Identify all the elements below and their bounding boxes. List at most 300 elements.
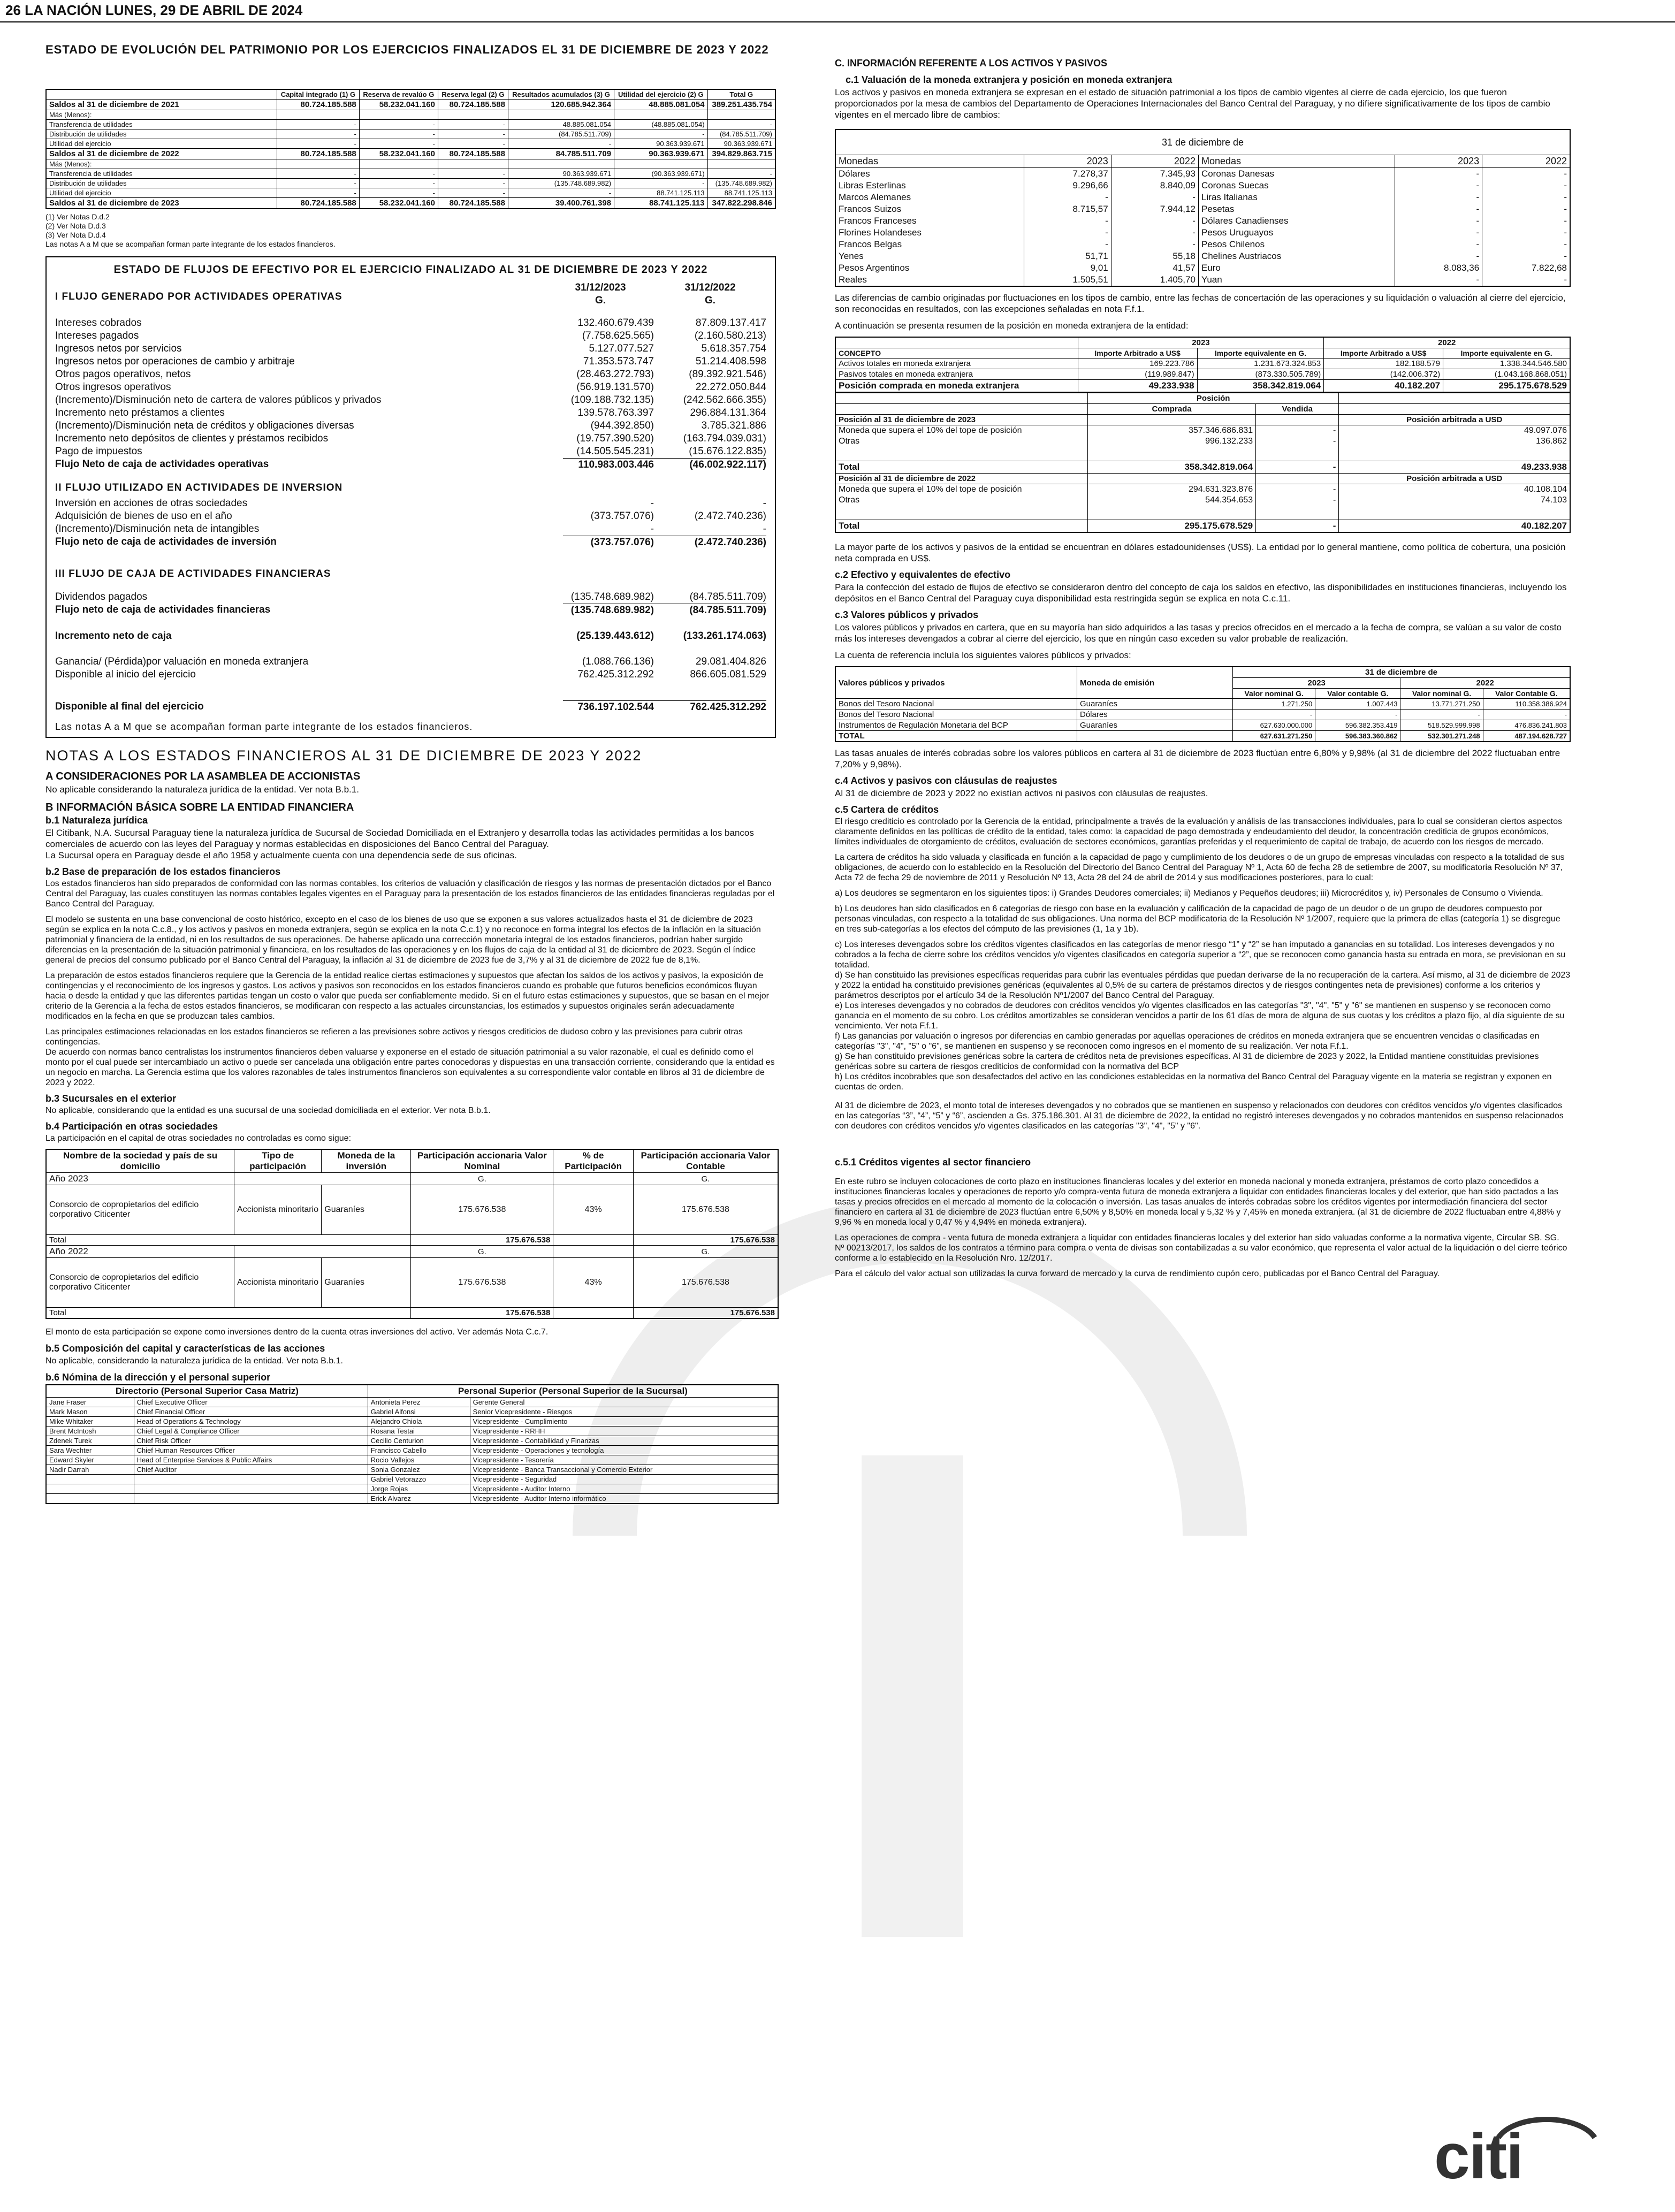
sec-year-2023: 2023 (1233, 678, 1400, 689)
part-gap2 (553, 1246, 634, 1258)
equity-cell: - (359, 188, 438, 198)
sec-cell: - (1233, 710, 1315, 720)
part-cur: G. (411, 1246, 553, 1258)
equity-cell: - (614, 179, 707, 188)
staff-cell (134, 1494, 368, 1504)
pos2-cell: 49.097.076 (1339, 425, 1570, 437)
equity-cell: (84.785.511.709) (707, 129, 775, 139)
end-row (55, 700, 766, 714)
participation-table (45, 1149, 779, 1319)
pos2-spacer (835, 506, 1570, 520)
note-c5-b: b) Los deudores han sido clasificados en 6 categorías de riesgo con base en la evaluación y calificación de la capacidad de pago de un deudor o de un grupo de deudores compuesto por personas vinculadas, con respecto a la totalidad de sus obligaciones. Una norma del BCP modificatoria de la Resolución Nº 1/2007, requiere que la primera de ellas (categoría 1) se disgregue en tres sub-categorías a los efectos del cómputo de las previsiones (1, 1a y 1b). (835, 904, 1560, 934)
flow-value-2023: (25.139.443.612) (576, 630, 654, 642)
note-b1-text: El Citibank, N.A. Sucursal Paraguay tiene la naturaleza jurídica de Sucursal de Sociedad Domiciliada en el Extranjero y desarrolla todas las actividades permitidas a los bancos comerciales de acuerdo con las leyes del Paraguay y normas establecidas en disposiciones del Banco Central del Paraguay. (45, 828, 754, 849)
equity-cell: - (438, 179, 508, 188)
cashflow-statement (45, 256, 776, 738)
pos2-space (1339, 506, 1570, 520)
pos2-space (835, 447, 1088, 461)
part-cell: 43% (553, 1185, 634, 1235)
note-b2-p4: Las principales estimaciones relacionadas en los estados financieros se refieren a las previsiones sobre activos y riesgos crediticios de dudoso cobro y las previsiones para cubrir otras contingencias. (45, 1027, 743, 1047)
col-2022: 31/12/2022 (684, 282, 736, 293)
part-cell: 175.676.538 (411, 1258, 553, 1308)
fx-cell: Marcos Alemanes (835, 192, 1024, 203)
sec-sub: Valor Contable G. (1483, 689, 1570, 699)
fx-cell: Francos Suizos (835, 203, 1024, 215)
fx-row (55, 668, 766, 681)
pos-cell: (873.330.505.789) (1197, 369, 1324, 380)
flow-value-2023: 71.353.573.747 (583, 356, 654, 367)
pos2-heading: Posición (1088, 393, 1339, 404)
fx-cell: Pesetas (1198, 203, 1395, 215)
ops-row (55, 407, 766, 419)
part-cell: 175.676.538 (633, 1185, 778, 1235)
equity-cell: - (614, 129, 707, 139)
staff-row (46, 1417, 778, 1427)
flow-value-2023: - (650, 498, 654, 509)
pos-gap (835, 337, 1078, 348)
pos2-row (835, 436, 1570, 447)
flow-label: Pago de impuestos (55, 446, 142, 457)
equity-cell: - (359, 139, 438, 149)
net-cash-row (55, 630, 766, 643)
fx-cell: - (1395, 203, 1482, 215)
cur-1: G. (595, 295, 606, 306)
note-b3-heading: b.3 Sucursales en el exterior (45, 1093, 177, 1104)
pos2-cell: 544.354.653 (1088, 495, 1256, 506)
sec-cell: 596.382.353.419 (1315, 720, 1400, 731)
flow-value-2023: 5.127.077.527 (589, 343, 654, 354)
equity-cell (707, 110, 775, 120)
sec-col-1: Valores públicos y privados (835, 667, 1077, 699)
staff-row (46, 1407, 778, 1417)
fx-cell: - (1395, 192, 1482, 203)
fx-col-header: 2023 (1024, 155, 1111, 168)
fx-cell: 7.944,12 (1111, 203, 1198, 215)
fx-cell: - (1482, 239, 1570, 250)
sec-cell: 487.194.628.727 (1483, 731, 1570, 742)
pos2-block-title: Posición al 31 de diciembre de 2023 (835, 415, 1088, 425)
equity-cell: - (277, 120, 360, 129)
cur-2: G. (704, 295, 716, 306)
equity-row (46, 110, 775, 120)
fx-row (835, 250, 1570, 262)
fx-cell: - (1395, 180, 1482, 192)
staff-cell: Chief Financial Officer (134, 1407, 368, 1417)
note-b4-text: La participación en el capital de otras sociedades no controladas es como sigue: (45, 1134, 352, 1143)
sec-row (835, 699, 1570, 710)
flow-label: Otros ingresos operativos (55, 382, 171, 393)
staff-cell: Vicepresidente - Tesorería (470, 1455, 778, 1465)
staff-row (46, 1427, 778, 1436)
part-col-header: Tipo de participación (234, 1149, 322, 1173)
note-c5-c: c) Los intereses devengados sobre los créditos vigentes clasificados en las categorías de menor riesgo “1” y “2” se han imputado a ganancias en su totalidad. Los intereses devengados y no cobrados a la fecha de cierre sobre los créditos vencidos y/o vigentes clasificados en categoría superior a “2”, que se reconocen como ganancia hasta su entrada en mora, se previsionan en su totalidad. (835, 940, 1566, 970)
sec-caption-row (835, 667, 1570, 678)
part-cur: G. (411, 1173, 553, 1185)
staff-cell: Senior Vicepresidente - Riesgos (470, 1407, 778, 1417)
equity-cell: Más (Menos): (46, 110, 277, 120)
pos-cell: 169.223.786 (1078, 359, 1197, 369)
flow-label: Disponible al final del ejercicio (55, 701, 204, 712)
fx-cell: 55,18 (1111, 250, 1198, 262)
pos-cell: 182.188.579 (1324, 359, 1443, 369)
part-total-nominal: 175.676.538 (411, 1235, 553, 1246)
inv-heading: II FLUJO UTILIZADO EN ACTIVIDADES DE INVERSION (55, 482, 343, 493)
notes-title: NOTAS A LOS ESTADOS FINANCIEROS AL 31 DE DICIEMBRE DE 2023 Y 2022 (45, 747, 642, 764)
pos2-total-cell: - (1256, 520, 1339, 533)
flow-value-2022: (163.794.039.031) (683, 433, 766, 444)
pos-cell: Activos totales en moneda extranjera (835, 359, 1078, 369)
equity-cell (277, 110, 360, 120)
part-year-row (46, 1246, 778, 1258)
pos2-cell: Moneda que supera el 10% del tope de posición (835, 484, 1088, 495)
equity-cell: 58.232.041.160 (359, 198, 438, 209)
equity-cell: - (707, 120, 775, 129)
equity-table (45, 89, 776, 209)
pos2-space (1339, 447, 1570, 461)
note-c5-p2: La cartera de créditos ha sido valuada y clasificada en función a la capacidad de pago y cumplimiento de los deudores o de un grupo de empresas vinculadas con respecto a la totalidad de sus obligaciones, de acuerdo con lo establecido en la Resolución del Directorio del Banco Central del Paraguay Nº 1, Acta 60 de fecha 28 de setiembre de 2007, su modificatoria Resolución Nº 37, Acta 72 de fecha 29 de noviembre de 2011 y Resolución Nº 13, Acta 28 del 24 de abril de 2014 y sus modificaciones posteriores, para lo cual: (835, 853, 1565, 882)
fx-cell: - (1395, 250, 1482, 262)
staff-row (46, 1465, 778, 1475)
flow-value-2023: (135.748.689.982) (563, 604, 654, 617)
pos2-header-row (835, 393, 1570, 404)
sec-cell: - (1483, 710, 1570, 720)
right-column (835, 58, 1571, 1284)
staff-cell: Chief Legal & Compliance Officer (134, 1427, 368, 1436)
securities-after: Las tasas anuales de interés cobradas sobre los valores públicos en cartera al 31 de diciembre de 2023 fluctúan entre 6,80% y 9,98% (al 31 de diciembre del 2022 fluctuaban entre 7,20% y 9,98%). (835, 748, 1560, 769)
flow-value-2022: 762.425.312.292 (654, 700, 766, 714)
part-total-row (46, 1308, 778, 1319)
pos2-spacer (835, 447, 1570, 461)
pos-cell: 1.231.673.324.853 (1197, 359, 1324, 369)
part-cell: Consorcio de copropietarios del edificio corporativo Citicenter (46, 1185, 234, 1235)
fin-total-row (55, 604, 766, 617)
staff-cell: Vicepresidente - Auditor Interno informático (470, 1494, 778, 1504)
flow-value-2022: (84.785.511.709) (689, 591, 766, 602)
note-c3-text2: La cuenta de referencia incluía los siguientes valores públicos y privados: (835, 650, 1131, 660)
equity-cell: - (359, 120, 438, 129)
fx-cell: 8.083,36 (1395, 262, 1482, 274)
inv-total-row (55, 536, 766, 549)
staff-cell: Sonia Gonzalez (368, 1465, 470, 1475)
staff-cell: Mike Whitaker (46, 1417, 134, 1427)
staff-row (46, 1436, 778, 1446)
flow-value-2022: (2.160.580.213) (694, 330, 766, 341)
equity-title: ESTADO DE EVOLUCIÓN DEL PATRIMONIO POR LOS EJERCICIOS FINALIZADOS EL 31 DE DICIEMBRE DE 2023 Y 2022 (45, 43, 769, 56)
ops-row (55, 317, 766, 330)
fx-cell: - (1024, 239, 1111, 250)
sec-cell: TOTAL (835, 731, 1077, 742)
pos2-cell: - (1256, 484, 1339, 495)
note-c51-p3: Para el cálculo del valor actual son utilizadas la curva forward de mercado y la curva de rendimiento cupón cero, publicadas por el Banco Central del Paraguay. (835, 1269, 1440, 1278)
part-cur2: G. (633, 1173, 778, 1185)
pos2-total-cell: 49.233.938 (1339, 461, 1570, 474)
equity-cell: - (438, 139, 508, 149)
sec-cell: 476.836.241.803 (1483, 720, 1570, 731)
pos2-row (835, 484, 1570, 495)
flow-label: Otros pagos operativos, netos (55, 369, 191, 380)
fx-col-header: 2022 (1482, 155, 1570, 168)
note-c5-f: f) Las ganancias por valuación o ingresos por diferencias en cambio generadas por aquellas operaciones de créditos en moneda extranjera que se encuentren vencidas o clasificadas en categorías "3", "4", "5" o "6", se mantienen en suspenso y se reconocen como ingresos en el momento de su realización. Ver nota F.f.1. (835, 1032, 1540, 1051)
staff-cell (46, 1484, 134, 1494)
staff-cell: Nadir Darrah (46, 1465, 134, 1475)
fx-row (835, 215, 1570, 227)
fx-cell: Dólares (835, 168, 1024, 180)
fx-row (55, 655, 766, 668)
staff-cell: Alejandro Chiola (368, 1417, 470, 1427)
equity-row (46, 129, 775, 139)
equity-cell: - (277, 129, 360, 139)
part-year: Año 2023 (46, 1173, 234, 1185)
equity-cell (438, 110, 508, 120)
flow-label: Ganancia/ (Pérdida)por valuación en moneda extranjera (55, 656, 309, 667)
sec-cell: Guaraníes (1077, 720, 1233, 731)
part-total-row (46, 1235, 778, 1246)
equity-cell: Saldos al 31 de diciembre de 2021 (46, 100, 277, 110)
pos-cell: 40.182.207 (1324, 380, 1443, 393)
equity-cell: Transferencia de utilidades (46, 169, 277, 179)
fx-cell: 8.715,57 (1024, 203, 1111, 215)
equity-cell: 389.251.435.754 (707, 100, 775, 110)
part-header-row (46, 1149, 778, 1173)
pos2-total-cell: Total (835, 520, 1088, 533)
pos-cell: 358.342.819.064 (1197, 380, 1324, 393)
equity-cell: 84.785.511.709 (508, 149, 614, 159)
sec-cell: 627.630.000.000 (1233, 720, 1315, 731)
fx-cell: 7.278,37 (1024, 168, 1111, 180)
flow-value-2022: - (763, 498, 766, 509)
part-cell: Guaraníes (322, 1258, 411, 1308)
pos2-arb: Posición arbitrada a USD (1339, 415, 1570, 425)
equity-cell: Saldos al 31 de diciembre de 2022 (46, 149, 277, 159)
pos2-total-cell: - (1256, 461, 1339, 474)
note-b1-heading: b.1 Naturaleza jurídica (45, 815, 148, 826)
pos-year-row (835, 337, 1570, 348)
sec-cell: 110.358.386.924 (1483, 699, 1570, 710)
staff-cell (134, 1484, 368, 1494)
pos2-arb: Posición arbitrada a USD (1339, 474, 1570, 484)
pos-col-header: Importe equivalente en G. (1197, 348, 1324, 359)
equity-cell: (84.785.511.709) (508, 129, 614, 139)
note-c5-g: g) Se han constituido previsiones genéricas sobre la cartera de créditos neta de previsiones específicas. Al 31 de diciembre de 2023 y 2022, la Entidad mantiene constituidas previsiones genéricas sobre su cartera de riesgos crediticios de conformidad con la normativa del BCP (835, 1052, 1539, 1071)
sec-cell: - (1315, 710, 1400, 720)
staff-cell: Erick Alvarez (368, 1494, 470, 1504)
sec-cell: 518.529.999.998 (1400, 720, 1483, 731)
equity-cell: 58.232.041.160 (359, 149, 438, 159)
sec-cell: 1.007.443 (1315, 699, 1400, 710)
staff-row (46, 1446, 778, 1455)
ops-row (55, 355, 766, 368)
equity-cell (359, 110, 438, 120)
header-text: 26 LA NACIÓN LUNES, 29 DE ABRIL DE 2024 (5, 2, 303, 18)
pos2-cell: - (1256, 425, 1339, 437)
staff-cell: Brent McIntosh (46, 1427, 134, 1436)
pos2-cell: 74.103 (1339, 495, 1570, 506)
part-cell: Consorcio de copropietarios del edificio corporativo Citicenter (46, 1258, 234, 1308)
fx-cell: 41,57 (1111, 262, 1198, 274)
flow-value-2023: - (650, 523, 654, 535)
equity-cell: 90.363.939.671 (508, 169, 614, 179)
pos2-row (835, 495, 1570, 506)
fx-position-detail-table (835, 393, 1571, 533)
pos-col-header: CONCEPTO (835, 348, 1078, 359)
sec-row (835, 731, 1570, 742)
pos2-cell: 40.108.104 (1339, 484, 1570, 495)
flow-label: Ingresos netos por servicios (55, 343, 182, 354)
part-total-gap (553, 1308, 634, 1319)
pos2-space (1256, 447, 1339, 461)
inv-rows (55, 497, 766, 536)
equity-row (46, 198, 775, 209)
equity-col-header: Reserva de revalúo G (359, 89, 438, 100)
sec-cell: 596.383.360.862 (1315, 731, 1400, 742)
sec-cell: Dólares (1077, 710, 1233, 720)
equity-cell: 120.685.942.364 (508, 100, 614, 110)
equity-row (46, 149, 775, 159)
pos-cell: (119.989.847) (1078, 369, 1197, 380)
equity-cell: 80.724.185.588 (277, 149, 360, 159)
staff-cell (134, 1475, 368, 1484)
staff-cell: Vicepresidente - RRHH (470, 1427, 778, 1436)
flow-value-2023: 762.425.312.292 (577, 669, 654, 680)
staff-cell: Chief Risk Officer (134, 1436, 368, 1446)
fx-cell: Reales (835, 274, 1024, 286)
equity-col-header: Utilidad del ejercicio (2) G (614, 89, 707, 100)
note-b5-text: No aplicable, considerando la naturaleza jurídica de la entidad. Ver nota B.b.1. (45, 1356, 343, 1366)
flow-value-2023: (14.505.545.231) (576, 446, 654, 457)
staff-cell: Vicepresidente - Contabilidad y Finanzas (470, 1436, 778, 1446)
equity-cell: - (277, 179, 360, 188)
fx-cell: Pesos Uruguayos (1198, 227, 1395, 239)
inv-row (55, 523, 766, 536)
equity-cell: - (359, 179, 438, 188)
fx-cell: - (1482, 180, 1570, 192)
fx-cell: - (1482, 203, 1570, 215)
ops-row (55, 432, 766, 445)
flow-value-2022: 22.272.050.844 (695, 382, 766, 393)
flow-value-2023: (19.757.390.520) (576, 433, 654, 444)
pos2-total (835, 461, 1570, 474)
equity-cell: Transferencia de utilidades (46, 120, 277, 129)
fx-cell: Coronas Suecas (1198, 180, 1395, 192)
staff-row (46, 1455, 778, 1465)
pos2-gap (835, 404, 1088, 415)
fx-cell: Libras Esterlinas (835, 180, 1024, 192)
equity-row (46, 169, 775, 179)
fx-row (835, 239, 1570, 250)
note-c51-p2: Las operaciones de compra - venta futura de moneda extranjera a liquidar con entidades financieras locales y del exterior han sido valuadas conforme a la normativa vigente, Circular SB. SG. Nº 00213/2017, los saldos de los contratos a término para compra o venta de divisas son contabilizadas a su valor económico, que representa el valor actual de la liquidación o del cierre teórico conforme a lo establecido en la Resolución Nro. 12/2017. (835, 1233, 1567, 1263)
fx-row (835, 227, 1570, 239)
pos2-total-cell: Total (835, 461, 1088, 474)
part-total-gap (553, 1235, 634, 1246)
staff-col-right: Personal Superior (Personal Superior de la Sucursal) (368, 1385, 778, 1398)
equity-notes (45, 212, 776, 249)
fin-total (55, 604, 766, 617)
note-c1-text: Los activos y pasivos en moneda extranjera se expresan en el estado de situación patrimonial a los tipos de cambio vigentes al cierre de cada ejercicio, los que fueron proporcionados por la mesa de cambios del Departamento de Operaciones Internacionales del Banco Central del Paraguay, y no difiere significativamente de los tipos de cambio vigentes en el mercado libre de cambios: (835, 87, 1550, 120)
note-b4-after: El monto de esta participación se expone como inversiones dentro de la cuenta otras inversiones del activo. Ver además Nota C.c.7. (45, 1328, 549, 1337)
fx-cell: Francos Franceses (835, 215, 1024, 227)
equity-cell: - (438, 169, 508, 179)
fx-caption-row (835, 129, 1570, 155)
inv-total (55, 536, 766, 549)
equity-col-header (46, 89, 277, 100)
equity-row (46, 120, 775, 129)
fx-cell: Florines Holandeses (835, 227, 1024, 239)
note-c-heading: C. INFORMACIÓN REFERENTE A LOS ACTIVOS Y PASIVOS (835, 58, 1108, 68)
equity-cell: 48.885.081.054 (614, 100, 707, 110)
fx-position-table (835, 337, 1571, 393)
flow-value-2022: 51.214.408.598 (695, 356, 766, 367)
equity-note: (3) Ver Nota D.d.4 (45, 231, 106, 239)
flow-value-2022: - (763, 523, 766, 535)
pos-cell: 49.233.938 (1078, 380, 1197, 393)
flow-value-2023: 736.197.102.544 (563, 700, 654, 714)
fx-cell: Pesos Argentinos (835, 262, 1024, 274)
fx-cell: - (1482, 192, 1570, 203)
fx-cell: Euro (1198, 262, 1395, 274)
part-gap2 (553, 1173, 634, 1185)
pos2-gap (835, 393, 1088, 404)
pos2-row (835, 425, 1570, 437)
fx-row (835, 203, 1570, 215)
equity-cell: Distribución de utilidades (46, 179, 277, 188)
pos2-cell: - (1256, 436, 1339, 447)
sec-cell: 13.771.271.250 (1400, 699, 1483, 710)
flow-value-2023: (7.758.625.565) (582, 330, 654, 341)
part-year-row (46, 1173, 778, 1185)
fx-cell: 7.822,68 (1482, 262, 1570, 274)
fx-row (835, 192, 1570, 203)
equity-cell: 88.741.125.113 (614, 188, 707, 198)
cashflow-title: ESTADO DE FLUJOS DE EFECTIVO POR EL EJERCICIO FINALIZADO AL 31 DE DICIEMBRE DE 2023 Y 2022 (113, 264, 708, 276)
pos2-block-header (835, 415, 1570, 425)
pos-cell: 1.338.344.546.580 (1443, 359, 1570, 369)
equity-cell: (90.363.939.671) (614, 169, 707, 179)
equity-cell: - (707, 169, 775, 179)
end-cash-row (55, 700, 766, 714)
pos-cell: Posición comprada en moneda extranjera (835, 380, 1078, 393)
sec-sub: Valor nominal G. (1233, 689, 1315, 699)
ops-row (55, 381, 766, 394)
flow-label: Flujo neto de caja de actividades financieras (55, 604, 271, 615)
fx-cell: - (1395, 274, 1482, 286)
note-c5-a: a) Los deudores se segmentaron en los siguientes tipos: i) Grandes Deudores comerciales; ii) Medianos y Pequeños deudores; iii) Microcréditos y, iv) Personales de Consumo o Vivienda. (835, 889, 1543, 898)
staff-cell: Chief Human Resources Officer (134, 1446, 368, 1455)
part-cell: Guaraníes (322, 1185, 411, 1235)
equity-cell: - (277, 169, 360, 179)
pos2-cell: 996.132.233 (1088, 436, 1256, 447)
part-cell: 43% (553, 1258, 634, 1308)
staff-table (45, 1384, 779, 1504)
equity-col-header: Reserva legal (2) G (438, 89, 508, 100)
inv-row (55, 510, 766, 523)
equity-row (46, 100, 775, 110)
sec-cell (1077, 731, 1233, 742)
pos2-buy: Comprada (1088, 404, 1256, 415)
sec-cell: 627.631.271.250 (1233, 731, 1315, 742)
equity-cell: Saldos al 31 de diciembre de 2023 (46, 198, 277, 209)
fx-cell: - (1482, 227, 1570, 239)
fx-row (835, 274, 1570, 286)
pos-header-row (835, 348, 1570, 359)
staff-cell (46, 1475, 134, 1484)
equity-cell (359, 159, 438, 169)
flow-label: Inversión en acciones de otras sociedades (55, 498, 248, 509)
staff-cell: Gerente General (470, 1398, 778, 1407)
note-b2-p5: De acuerdo con normas banco centralistas los instrumentos financieros deben valuarse y exponerse en el estado de situación patrimonial a su valor razonable, el cual es definido como el monto por el cual puede ser intercambiado un activo o puede ser cancelada una obligación entre partes conocedoras y dispuestas en una transacción corriente, considerando que la entidad es un negocio en marcha. La Gerencia estima que los valores razonables de tales instrumentos financieros son equivalentes a su correspondiente valor contable en libros al 31 de diciembre de 2023 y 2022. (45, 1048, 775, 1087)
pos-col-header: Importe Arbitrado a US$ (1078, 348, 1197, 359)
note-c5-h: h) Los créditos incobrables que son desafectados del activo en las condiciones establecidas en la normativa del Banco Central del Paraguay vigente en la materia se registran y exponen en cuentas de orden. (835, 1072, 1552, 1092)
note-b1-text2: La Sucursal opera en Paraguay desde el año 1958 y actualmente cuenta con una dependencia sede de sus oficinas. (45, 850, 517, 860)
